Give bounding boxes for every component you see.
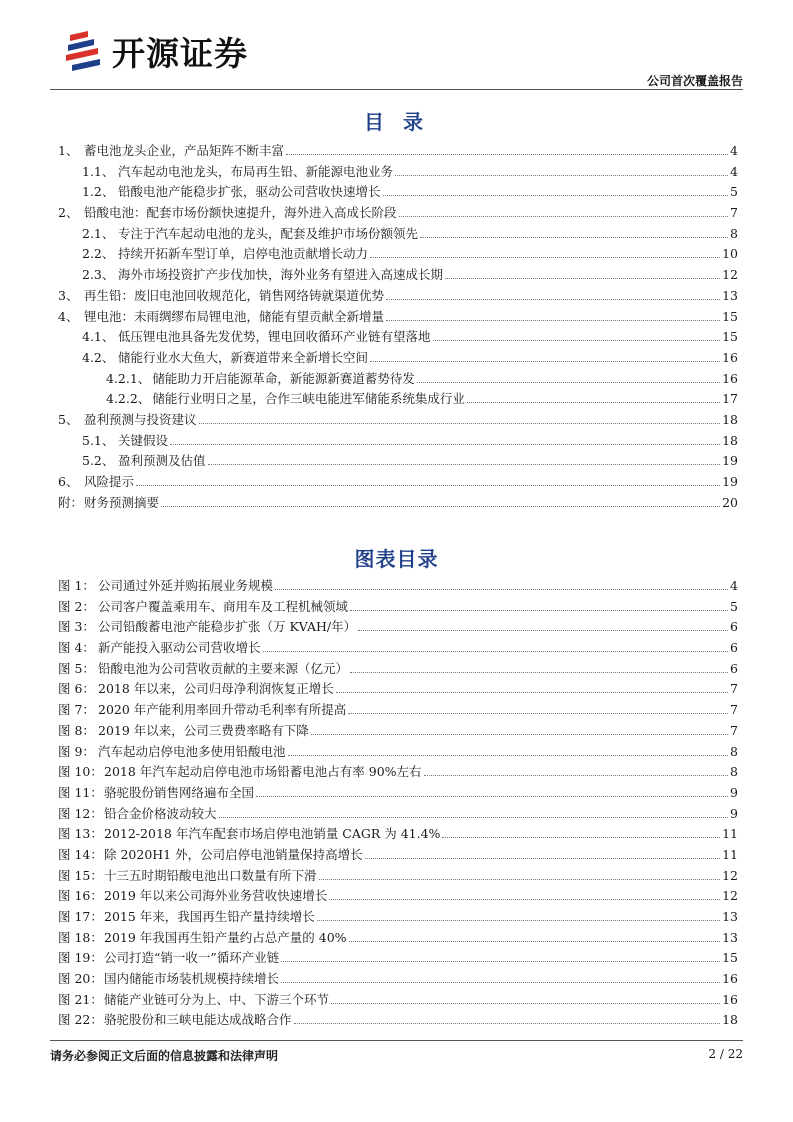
entry-page: 8 [730,225,738,241]
dot-leader [383,194,729,196]
dot-leader [358,629,728,631]
dot-leader [136,484,720,486]
entry-title: 2020 年产能利用率回升带动毛利率有所提高 [98,702,347,718]
entry-title: 公司通过外延并购拓展业务规模 [98,578,274,593]
entry-page: 16 [722,370,738,386]
dot-leader [208,463,721,465]
entry-page: 9 [730,805,738,821]
entry-page: 16 [722,991,738,1007]
entry-number: 图 17： [58,909,103,924]
dot-leader [442,836,720,838]
header-divider [50,89,743,90]
entry-title: 低压锂电池具备先发优势，锂电回收循环产业链有望落地 [118,329,431,345]
entry-title: 国内储能市场装机规模持续增长 [104,971,280,987]
entry-page: 8 [730,743,738,759]
toc-entry[interactable] [58,783,738,804]
legal-disclaimer: 请务必参阅正文后面的信息披露和法律声明 [50,1049,279,1063]
toc-entry[interactable] [58,638,738,659]
dot-leader [349,940,721,942]
toc-entry[interactable] [58,369,738,390]
entry-title: 锂电池：未雨绸缪布局锂电池，储能有望贡献全新增量 [84,308,385,324]
entry-page: 7 [730,681,738,697]
entry-title: 2012-2018 年汽车配套市场启停电池销量 CAGR 为 41.4% [104,826,441,842]
entry-number: 图 6： [58,681,95,697]
entry-number: 图 3： [58,619,95,635]
dot-leader [294,1022,721,1024]
toc-entry[interactable] [58,389,738,410]
toc-entry[interactable] [58,866,738,887]
entry-number: 附： [58,494,84,510]
entry-title: 汽车起动电池龙头，布局再生铅、新能源电池业务 [118,163,394,179]
entry-number: 图 13： [58,826,103,842]
entry-page: 4 [730,143,738,158]
entry-number: 2.1、 [82,225,115,241]
entry-title: 2018 年汽车起动启停电池市场铅蓄电池占有率 90%左右 [104,764,422,780]
entry-number: 6、 [58,474,79,489]
entry-title: 骆驼股份销售网络遍布全国 [104,784,255,800]
entry-number: 图 14： [58,846,103,862]
entry-title: 盈利预测与投资建议 [84,411,197,427]
toc-entry[interactable] [58,244,738,265]
dot-leader [219,816,729,818]
toc-entry[interactable] [58,969,738,990]
dot-leader [417,381,720,383]
entry-title: 骆驼股份和三峡电能达成战略合作 [104,1012,292,1028]
entry-page: 10 [722,246,738,262]
toc-entry[interactable] [58,721,738,742]
entry-number: 图 18： [58,929,103,945]
entry-title: 公司铅酸蓄电池产能稳步扩张（万 KVAH/年） [98,619,357,635]
entry-page: 4 [730,578,738,593]
entry-title: 铅酸电池：配套市场份额快速提升，海外进入高成长阶段 [84,205,397,221]
entry-page: 6 [730,660,738,676]
entry-page: 19 [722,474,738,489]
entry-page: 12 [722,867,738,883]
toc-entry[interactable] [58,928,738,949]
dot-leader [331,1002,720,1004]
entry-page: 7 [730,722,738,738]
dot-leader [395,174,728,176]
entry-title: 除 2020H1 外，公司启停电池销量保持高增长 [104,846,363,862]
toc-entry[interactable] [58,141,738,162]
entry-number: 4.2.2、 [106,391,151,407]
dot-leader [317,919,720,921]
entry-number: 图 22： [58,1012,103,1028]
entry-number: 图 16： [58,888,103,904]
entry-title: 财务预测摘要 [84,494,160,510]
entry-title: 储能产业链可分为上、中、下游三个环节 [104,991,330,1007]
entry-page: 12 [722,267,738,283]
entry-title: 铅合金价格波动较大 [104,805,217,821]
entry-number: 图 2： [58,598,95,614]
entry-title: 储能行业明日之星，合作三峡电能进军储能系统集成行业 [152,391,465,407]
toc-entry[interactable] [58,907,738,928]
toc-entry[interactable] [58,659,738,680]
entry-title: 2018 年以来，公司归母净利润恢复正增长 [98,681,334,697]
entry-page: 16 [722,971,738,987]
toc-entry[interactable] [58,307,738,328]
entry-number: 1、 [58,143,79,158]
toc-entry[interactable] [58,162,738,183]
entry-page: 4 [730,163,738,179]
entry-page: 17 [722,391,738,407]
entry-title: 2019 年以来，公司三费费率略有下降 [98,722,309,738]
dot-leader [399,215,729,217]
toc-entry[interactable] [58,990,738,1011]
dot-leader [365,857,720,859]
entry-page: 7 [730,702,738,718]
entry-page: 15 [722,950,738,966]
entry-title: 公司打造“销一收一”循环产业链 [104,950,280,966]
dot-leader [161,505,720,507]
dot-leader [329,898,720,900]
entry-page: 20 [722,494,738,510]
dot-leader [370,256,720,258]
entry-page: 18 [722,432,738,448]
entry-page: 11 [722,846,738,862]
entry-title: 汽车起动启停电池多使用铅酸电池 [98,743,286,759]
toc-entry[interactable] [58,286,738,307]
toc-title: 目 录 [364,110,429,134]
entry-number: 5.1、 [82,432,115,448]
entry-page: 9 [730,784,738,800]
dot-leader [445,277,720,279]
entry-number: 2.2、 [82,246,115,262]
entry-title: 2019 年以来公司海外业务营收快速增长 [104,888,328,904]
toc-entry[interactable] [58,679,738,700]
entry-title: 再生铅：废旧电池回收规范化，销售网络铸就渠道优势 [84,287,385,303]
entry-page: 18 [722,411,738,427]
toc-entry[interactable] [58,845,738,866]
dot-leader [288,754,729,756]
dot-leader [370,360,720,362]
toc-entry[interactable] [58,327,738,348]
entry-number: 图 21： [58,991,103,1007]
entry-number: 图 8： [58,722,95,738]
entry-page: 12 [722,888,738,904]
toc-entry[interactable] [58,431,738,452]
dot-leader [319,878,721,880]
entry-number: 5.2、 [82,453,115,469]
toc-entry[interactable] [58,948,738,969]
entry-title: 2019 年我国再生铅产量约占总产量的 40% [104,929,347,945]
entry-page: 13 [722,929,738,945]
entry-number: 图 10： [58,764,103,780]
footer-divider [50,1040,743,1041]
entry-page: 5 [730,598,738,614]
toc-entry[interactable] [58,472,738,493]
entry-number: 3、 [58,287,79,303]
entry-page: 13 [722,909,738,924]
entry-page: 11 [722,826,738,842]
entry-title: 蓄电池龙头企业，产品矩阵不断丰富 [84,143,285,158]
entry-page: 7 [730,205,738,221]
entry-number: 1.2、 [82,184,115,200]
toc-entry[interactable] [58,576,738,597]
dot-leader [348,712,728,714]
entry-number: 图 4： [58,640,95,656]
dot-leader [386,319,720,321]
dot-leader [286,153,728,155]
toc-entry[interactable] [58,182,738,203]
dot-leader [199,422,721,424]
entry-number: 2、 [58,205,79,221]
entry-number: 图 15： [58,867,103,883]
entry-page: 16 [722,349,738,365]
entry-title: 海外市场投资扩产步伐加快，海外业务有望进入高速成长期 [118,267,444,283]
dot-leader [170,443,720,445]
dot-leader [311,733,728,735]
entry-number: 4.2.1、 [106,370,151,386]
entry-title: 储能助力开启能源革命，新能源新赛道蓄势待发 [152,370,415,386]
entry-title: 储能行业水大鱼大，新赛道带来全新增长空间 [118,349,369,365]
dot-leader [281,981,720,983]
entry-page: 6 [730,619,738,635]
entry-number: 图 11： [58,784,103,800]
entry-number: 5、 [58,411,79,427]
toc-entry[interactable] [58,410,738,431]
entry-title: 关键假设 [118,432,169,448]
dot-leader [420,236,728,238]
brand-logo [64,26,248,76]
toc-entry[interactable] [58,617,738,638]
toc-entry[interactable] [58,700,738,721]
entry-page: 19 [722,453,738,469]
entry-title: 十三五时期铅酸电池出口数量有所下滑 [104,867,317,883]
toc-entry[interactable] [58,203,738,224]
entry-number: 4.1、 [82,329,115,345]
list-of-figures [58,576,738,1031]
toc-entry[interactable] [58,742,738,763]
figures-title: 图表目录 [354,547,439,571]
entry-number: 2.3、 [82,267,115,283]
entry-number: 4.2、 [82,349,115,365]
entry-title: 专注于汽车起动电池的龙头，配套及维护市场份额领先 [118,225,419,241]
table-of-contents [58,141,738,513]
entry-number: 图 12： [58,805,103,821]
entry-title: 持续开拓新车型订单，启停电池贡献增长动力 [118,246,369,262]
entry-page: 13 [722,287,738,303]
entry-number: 图 19： [58,950,103,966]
toc-entry[interactable] [58,493,738,514]
entry-title: 风险提示 [84,474,135,489]
entry-title: 2015 年来，我国再生铅产量持续增长 [104,909,315,924]
entry-title: 公司客户覆盖乘用车、商用车及工程机械领域 [98,598,349,614]
toc-entry[interactable] [58,451,738,472]
dot-leader [424,774,729,776]
kaiyuan-logo-icon [64,29,104,73]
entry-number: 图 20： [58,971,103,987]
dot-leader [263,650,729,652]
entry-title: 盈利预测及估值 [118,453,206,469]
toc-entry[interactable] [58,804,738,825]
toc-entry[interactable] [58,597,738,618]
toc-entry[interactable] [58,824,738,845]
entry-number: 1.1、 [82,163,115,179]
entry-page: 15 [722,329,738,345]
toc-entry[interactable] [58,1010,738,1031]
dot-leader [350,609,728,611]
entry-title: 新产能投入驱动公司营收增长 [98,640,261,656]
dot-leader [350,671,728,673]
toc-entry[interactable] [58,224,738,245]
entry-number: 图 5： [58,660,95,676]
entry-page: 6 [730,640,738,656]
entry-page: 15 [722,308,738,324]
report-type: 公司首次覆盖报告 [646,74,743,88]
toc-entry[interactable] [58,348,738,369]
dot-leader [336,691,728,693]
entry-number: 图 9： [58,743,95,759]
dot-leader [275,588,728,590]
toc-entry[interactable] [58,886,738,907]
entry-page: 18 [722,1012,738,1028]
entry-number: 4、 [58,308,79,324]
dot-leader [433,339,721,341]
entry-page: 8 [730,764,738,780]
entry-title: 铅酸电池产能稳步扩张，驱动公司营收快速增长 [118,184,381,200]
entry-number: 图 7： [58,702,95,718]
page-number: 2 / 22 [708,1047,743,1061]
entry-title: 铅酸电池为公司营收贡献的主要来源（亿元） [98,660,349,676]
dot-leader [281,960,720,962]
dot-leader [467,401,720,403]
entry-page: 5 [730,184,738,200]
toc-entry[interactable] [58,762,738,783]
brand-name: 开源证券 [112,33,248,73]
dot-leader [256,795,728,797]
dot-leader [386,298,720,300]
entry-number: 图 1： [58,578,95,593]
toc-entry[interactable] [58,265,738,286]
